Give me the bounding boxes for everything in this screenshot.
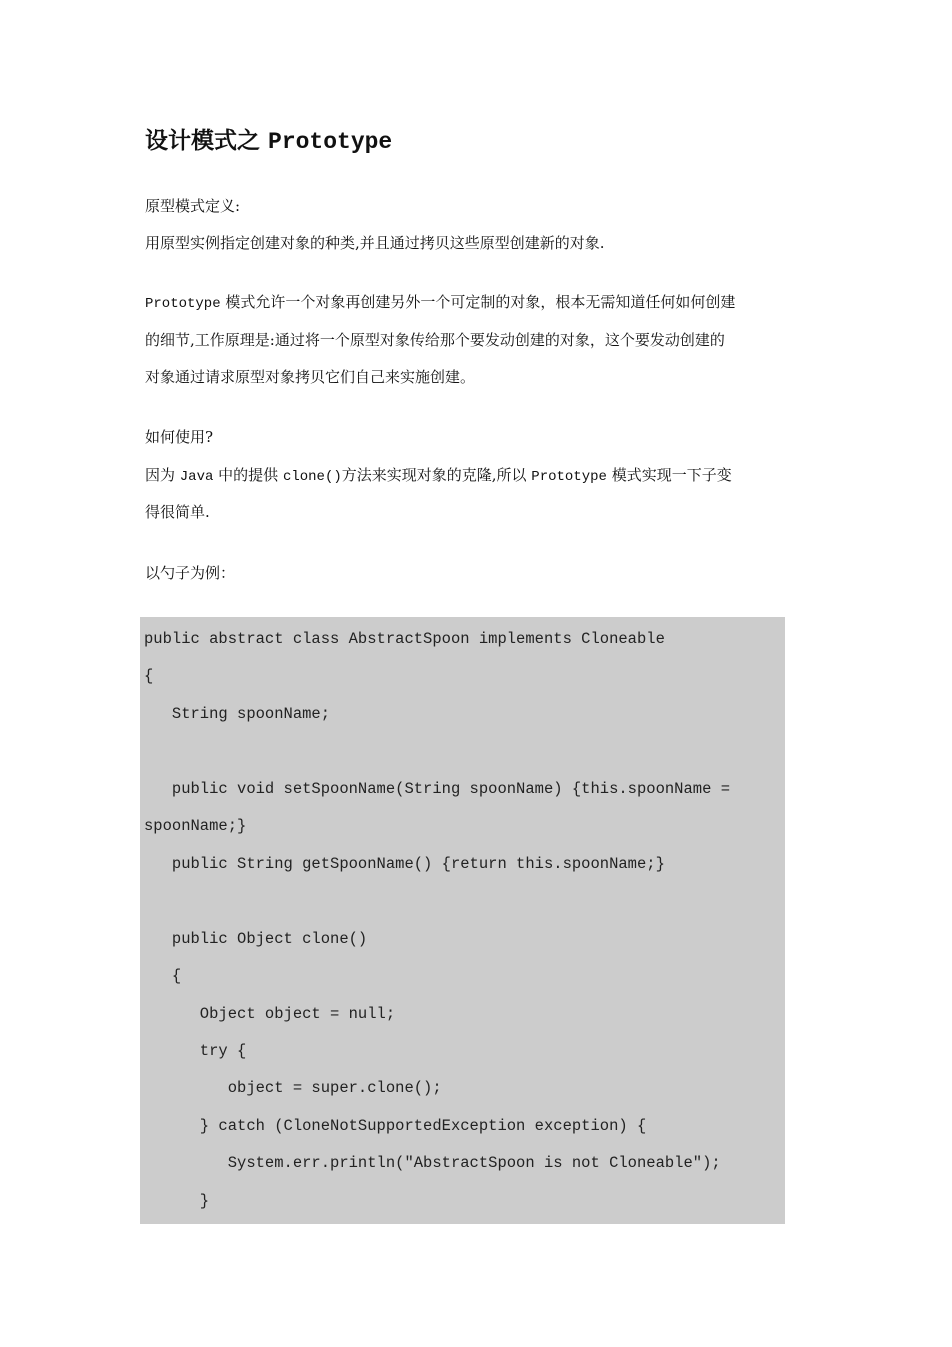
usage-text-2: 中的提供 <box>213 466 283 484</box>
definition-heading: 原型模式定义: <box>145 197 241 215</box>
code-line: spoonName;} <box>144 817 247 835</box>
example-heading: 以勺子为例： <box>145 564 236 582</box>
code-line: String spoonName; <box>144 705 331 723</box>
code-line: { <box>144 967 182 985</box>
definition-text: 用原型实例指定创建对象的种类,并且通过拷贝这些原型创建新的对象. <box>145 234 605 252</box>
usage-line-2: 得很简单. <box>145 503 210 521</box>
usage-text-4: 模式实现一下子变 <box>606 466 732 484</box>
code-line: } catch (CloneNotSupportedException exception) { <box>144 1117 647 1135</box>
code-line: public Object clone() <box>144 930 368 948</box>
code-line: } <box>144 1192 210 1210</box>
title-chinese: 设计模式之 <box>145 127 269 154</box>
description-line-3: 对象通过请求原型对象拷贝它们自己来实施创建。 <box>145 368 476 386</box>
description-line-1 <box>145 284 815 324</box>
code-line: public abstract class AbstractSpoon implements Cloneable <box>144 630 665 648</box>
usage-line-1 <box>145 457 815 497</box>
code-line: { <box>144 667 154 685</box>
title-english: Prototype <box>268 129 393 155</box>
description-line-2: 的细节,工作原理是:通过将一个原型对象传给那个要发动创建的对象，这个要发动创建的 <box>145 331 725 349</box>
code-line: System.err.println("AbstractSpoon is not Cloneable"); <box>144 1154 721 1172</box>
usage-keyword-clone: clone() <box>282 469 342 485</box>
code-line: object = super.clone(); <box>144 1079 442 1097</box>
code-line: public String getSpoonName() {return this.spoonName;} <box>144 855 665 873</box>
code-block <box>140 617 785 1224</box>
description-keyword: Prototype <box>145 296 221 312</box>
usage-heading: 如何使用? <box>145 428 214 446</box>
usage-text-3: 方法来实现对象的克隆,所以 <box>341 466 532 484</box>
page-title <box>145 124 392 159</box>
usage-keyword-java: Java <box>179 469 214 485</box>
description-text-1: 模式允许一个对象再创建另外一个可定制的对象，根本无需知道任何如何创建 <box>220 293 736 311</box>
code-line: try { <box>144 1042 247 1060</box>
code-line: Object object = null; <box>144 1005 396 1023</box>
code-line: public void setSpoonName(String spoonName) {this.spoonName = <box>144 780 730 798</box>
usage-keyword-prototype: Prototype <box>531 469 607 485</box>
usage-text-1: 因为 <box>145 466 180 484</box>
